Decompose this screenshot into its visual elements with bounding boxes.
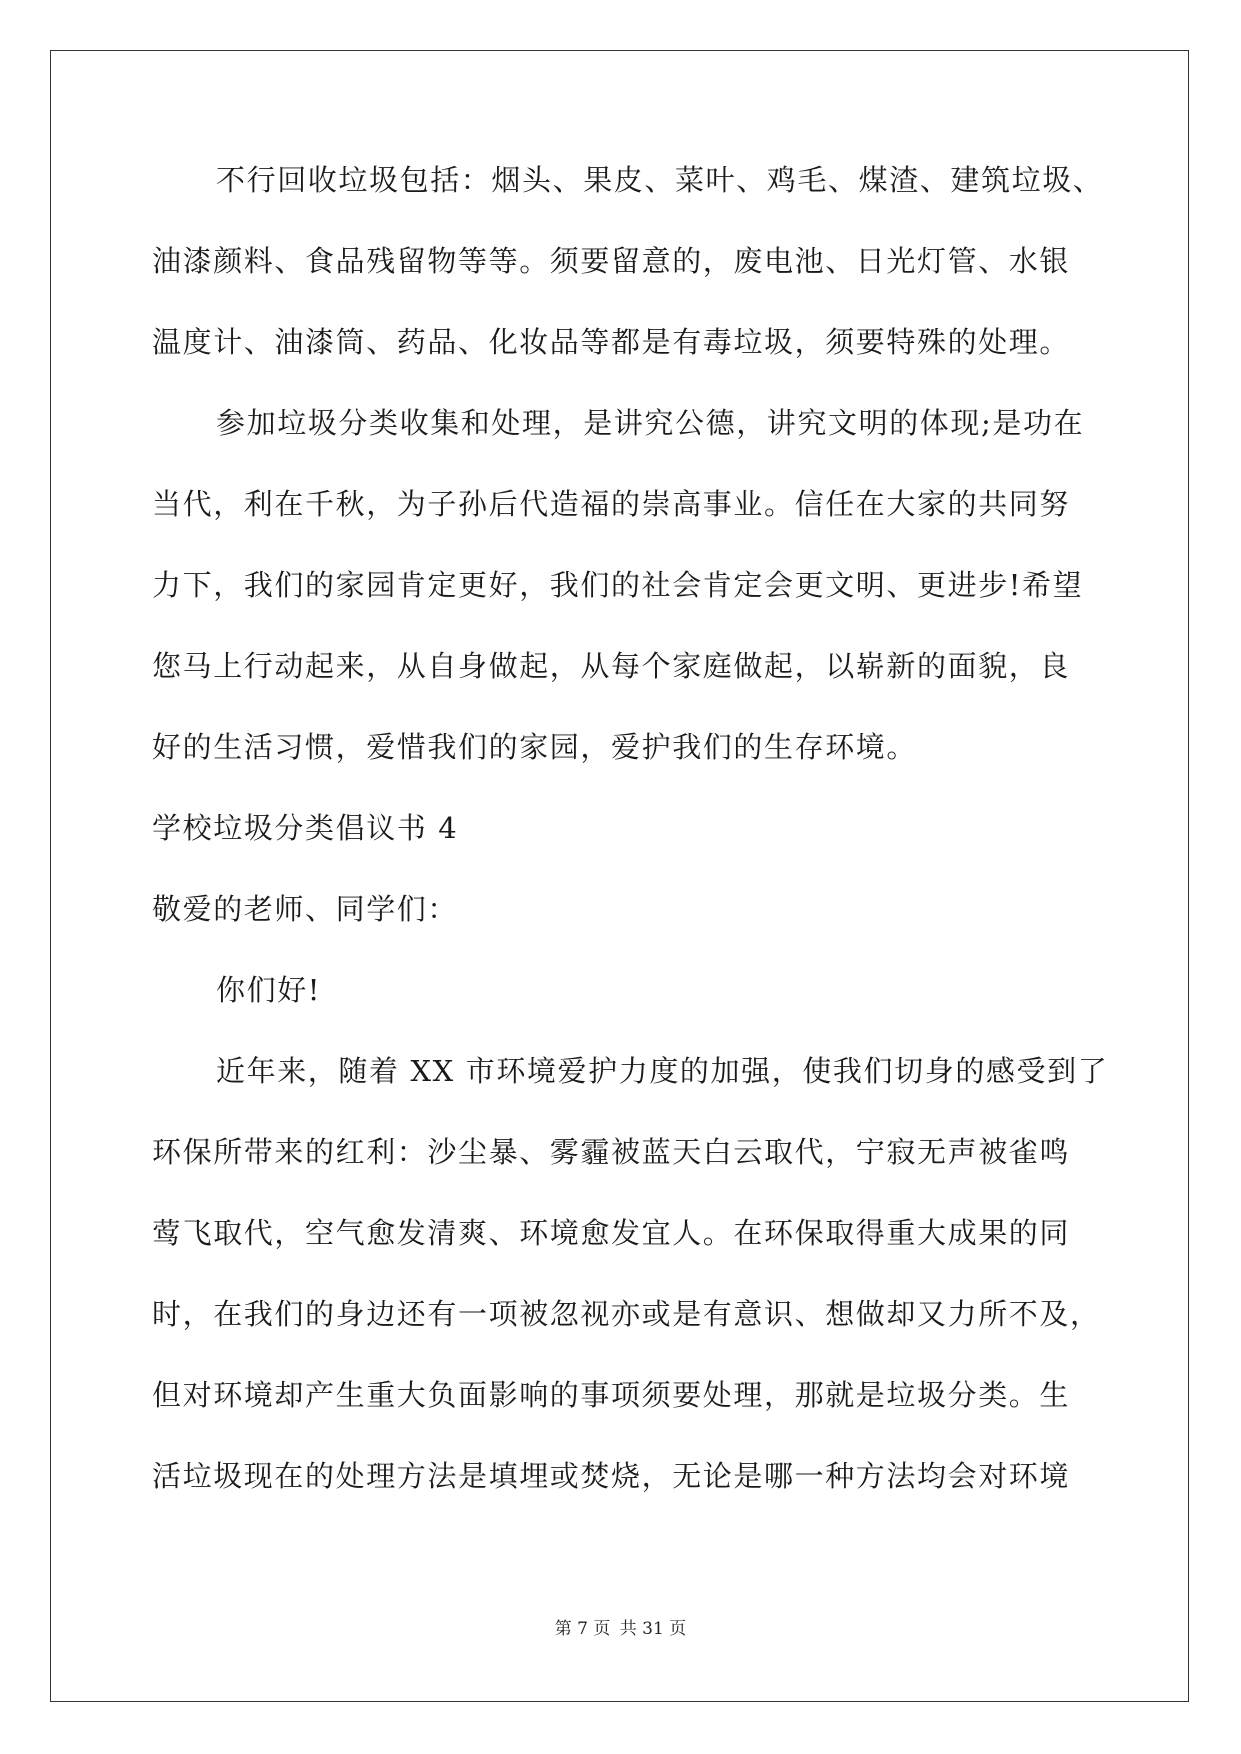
paragraph-line: 环保所带来的红利：沙尘暴、雾霾被蓝天白云取代，宁寂无声被雀鸣 <box>152 1135 1071 1169</box>
page-number: 第 7 页 <box>554 1619 611 1639</box>
paragraph-line: 当代，利在千秋，为子孙后代造福的崇高事业。信任在大家的共同努 <box>152 487 1071 521</box>
paragraph-line: 力下，我们的家园肯定更好，我们的社会肯定会更文明、更进步!希望 <box>152 568 1084 602</box>
page-total: 共 31 页 <box>619 1619 687 1639</box>
paragraph-line: 参加垃圾分类收集和处理，是讲究公德，讲究文明的体现;是功在 <box>216 406 1085 440</box>
paragraph-line: 您马上行动起来，从自身做起，从每个家庭做起，以崭新的面貌，良 <box>152 649 1071 683</box>
paragraph-line: 活垃圾现在的处理方法是填埋或焚烧，无论是哪一种方法均会对环境 <box>152 1459 1071 1493</box>
paragraph-line: 时，在我们的身边还有一项被忽视亦或是有意识、想做却又力所不及， <box>152 1297 1101 1331</box>
paragraph-line: 温度计、油漆筒、药品、化妆品等都是有毒垃圾，须要特殊的处理。 <box>152 325 1071 359</box>
page-border <box>50 50 1189 1702</box>
paragraph-line: 不行回收垃圾包括：烟头、果皮、菜叶、鸡毛、煤渣、建筑垃圾、 <box>216 163 1104 197</box>
paragraph-line: 莺飞取代，空气愈发清爽、环境愈发宜人。在环保取得重大成果的同 <box>152 1216 1071 1250</box>
section-heading: 学校垃圾分类倡议书 4 <box>152 811 459 845</box>
greeting: 你们好! <box>216 973 322 1007</box>
paragraph-line: 油漆颜料、食品残留物等等。须要留意的，废电池、日光灯管、水银 <box>152 244 1071 278</box>
page-footer <box>0 1614 1241 1639</box>
paragraph-line: 但对环境却产生重大负面影响的事项须要处理，那就是垃圾分类。生 <box>152 1378 1071 1412</box>
salutation: 敬爱的老师、同学们： <box>152 892 459 926</box>
paragraph-line: 好的生活习惯，爱惜我们的家园，爱护我们的生存环境。 <box>152 730 918 764</box>
paragraph-line: 近年来，随着 XX 市环境爱护力度的加强，使我们切身的感受到了 <box>216 1054 1109 1088</box>
